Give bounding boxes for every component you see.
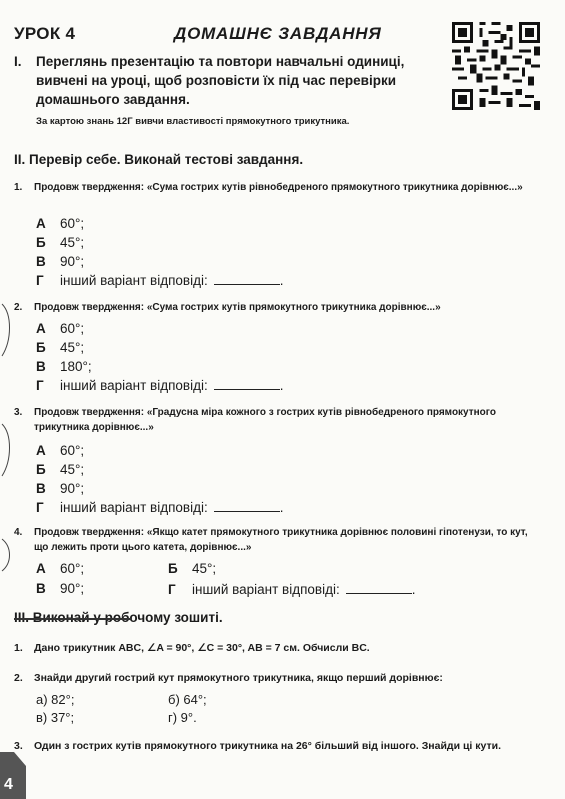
option-a: А 60°; (36, 216, 85, 231)
section-2-title: II. Перевір себе. Виконай тестові завдання. (14, 152, 304, 167)
option-a: А 60°; (36, 561, 85, 576)
answer-blank (214, 377, 280, 390)
option-d: Г інший варіант відповіді: . (36, 500, 284, 515)
option-c: В 90°; (36, 481, 85, 496)
section-3-title: III. Виконай у робочому зошиті. (14, 610, 223, 625)
question-text: Продовж твердження: «Градусна міра кожного з гострих кутів рівнобедреного прямокутного трикутника дорівнює...» (34, 407, 496, 433)
task-2-a: а) 82°; (36, 692, 75, 707)
page-number: 4 (4, 776, 13, 793)
task-3 (14, 738, 549, 754)
option-d: Г інший варіант відповіді: . (36, 273, 284, 288)
qr-code-icon (452, 22, 540, 110)
option-a: А 60°; (36, 321, 85, 336)
task-2-c: в) 37°; (36, 710, 75, 725)
question-3-options (36, 441, 283, 517)
margin-mark (0, 420, 14, 480)
question-number: 2. (14, 302, 23, 313)
task-2 (14, 670, 549, 686)
section-1 (14, 52, 454, 109)
option-b: Б 45°; (36, 235, 85, 250)
task-2-d: г) 9°. (168, 710, 197, 725)
question-1-options (36, 214, 283, 290)
option-c: В 180°; (36, 359, 92, 374)
knowledge-card-note: За картою знань 12Г вивчи властивості прямокутного трикутника. (36, 116, 350, 127)
section-1-number: I. (14, 54, 22, 69)
question-text: Продовж твердження: «Сума гострих кутів рівнобедреного прямокутного трикутника дорівнює...» (34, 182, 523, 193)
task-1 (14, 640, 549, 656)
answer-blank (346, 581, 412, 594)
task-number: 1. (14, 642, 23, 654)
question-number: 1. (14, 182, 23, 193)
task-number: 3. (14, 740, 23, 752)
section-1-text: Переглянь презентацію та повтори навчальні одиниці, вивчені на уроці, щоб розповісти їх під час перевірки домашнього завдання. (36, 54, 405, 107)
option-c: В 90°; (36, 581, 85, 596)
task-number: 2. (14, 672, 23, 684)
margin-mark (0, 300, 14, 360)
task-2-b: б) 64°; (168, 692, 207, 707)
page-header (14, 24, 445, 46)
question-2-options (36, 319, 283, 395)
task-text: Знайди другий гострий кут прямокутного трикутника, якщо перший дорівнює: (34, 672, 443, 684)
option-a: А 60°; (36, 443, 85, 458)
margin-mark (0, 535, 14, 575)
question-4 (14, 525, 544, 555)
question-text: Продовж твердження: «Сума гострих кутів прямокутного трикутника дорівнює...» (34, 302, 441, 313)
option-d: Г інший варіант відповіді: . (36, 378, 284, 393)
strikethrough-mark (14, 618, 132, 620)
question-2 (14, 300, 544, 315)
option-c: В 90°; (36, 254, 85, 269)
option-d: Г інший варіант відповіді: . (168, 582, 416, 597)
task-text: Один з гострих кутів прямокутного трикутника на 26° більший від іншого. Знайди ці кути. (34, 740, 501, 752)
option-b: Б 45°; (36, 340, 85, 355)
homework-title: ДОМАШНЄ ЗАВДАННЯ (174, 24, 382, 43)
answer-blank (214, 499, 280, 512)
question-1 (14, 180, 544, 195)
option-b: Б 45°; (168, 561, 217, 576)
option-b: Б 45°; (36, 462, 85, 477)
answer-blank (214, 272, 280, 285)
task-text: Дано трикутник ABC, ∠A = 90°, ∠C = 30°, AB = 7 см. Обчисли BC. (34, 642, 370, 654)
question-number: 4. (14, 527, 23, 538)
question-text: Продовж твердження: «Якщо катет прямокутного трикутника дорівнює половині гіпотенузи, то кут, що лежить проти цього катета, дорівнює...» (34, 527, 528, 553)
question-number: 3. (14, 407, 23, 418)
lesson-label: УРОК 4 (14, 24, 76, 43)
question-3 (14, 405, 544, 435)
